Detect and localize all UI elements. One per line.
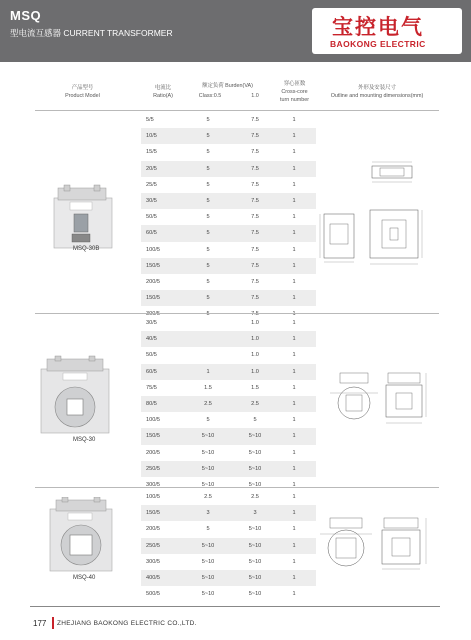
col-model: [40, 84, 125, 110]
company-name: ZHEJIANG BAOKONG ELECTRIC CO.,LTD.: [57, 620, 197, 627]
col-dims-en: Outline and mounting dimensions(mm): [330, 93, 424, 99]
msq-30-image: [37, 355, 113, 435]
turns-cell: 1: [292, 320, 296, 326]
ratio-cell: 250/5: [146, 465, 160, 472]
burden-10-cell: 7.5: [251, 279, 259, 285]
col-turns-cn: 穿心匝数: [283, 81, 306, 87]
burden-10-cell: 7.5: [251, 311, 259, 318]
company-logo: [312, 8, 462, 54]
burden-05-cell: 5: [206, 149, 210, 156]
burden-10-cell: 1.0: [251, 352, 259, 359]
turns-cell: 1: [292, 465, 296, 472]
burden-10-cell: 2.5: [251, 401, 259, 407]
burden-10-cell: 2.5: [251, 494, 259, 500]
footer-separator: [52, 617, 54, 629]
burden-05-cell: 5: [206, 417, 210, 424]
burden-05-cell: 5~10: [201, 542, 215, 549]
burden-05-cell: 5: [206, 311, 210, 318]
burden-05-cell: 5~10: [201, 575, 215, 581]
burden-10-cell: 5~10: [248, 558, 262, 565]
burden-10-cell: 1.0: [251, 320, 259, 326]
ratio-cell: 200/5: [146, 279, 160, 285]
ratio-cell: 15/5: [146, 149, 157, 156]
turns-cell: 1: [292, 494, 296, 500]
ratio-cell: 150/5: [146, 510, 160, 517]
burden-10-cell: 5~10: [248, 526, 262, 533]
ratio-cell: 10/5: [146, 133, 157, 140]
turns-cell: 1: [292, 433, 296, 440]
ratio-cell: 200/5: [146, 526, 160, 533]
col-ratio-en: Ratio(A): [153, 93, 173, 99]
burden-05-cell: 5~10: [201, 433, 215, 440]
col-ratio-cn: 电流比: [154, 85, 172, 91]
turns-cell: 1: [292, 384, 296, 391]
dimension-drawing-30: [326, 369, 436, 429]
burden-05-cell: 2.5: [204, 494, 212, 500]
burden-10-cell: 7.5: [251, 149, 259, 156]
burden-10-cell: 7.5: [251, 295, 259, 302]
logo-english: BAOKONG ELECTRIC: [330, 39, 426, 49]
group-divider: [35, 487, 439, 488]
header-divider: [35, 110, 439, 111]
burden-05-cell: 5: [206, 165, 210, 172]
logo-chinese: 宝控电气: [332, 15, 424, 39]
ratio-cell: 500/5: [146, 591, 160, 598]
ratio-cell: 60/5: [146, 368, 157, 375]
col-dims: [318, 84, 436, 110]
col-model-cn: 产品型号: [71, 85, 94, 91]
burden-10-cell: 7.5: [251, 181, 259, 188]
turns-cell: 1: [292, 352, 296, 359]
ratio-cell: 50/5: [146, 214, 157, 221]
col-turns: [272, 80, 317, 106]
turns-cell: 1: [292, 482, 296, 488]
turns-cell: 1: [292, 214, 296, 221]
burden-10-cell: 1.5: [251, 384, 259, 391]
model-label-msq-40: MSQ-40: [73, 575, 96, 581]
ratio-cell: 5/5: [146, 117, 154, 123]
turns-cell: 1: [292, 279, 296, 285]
turns-cell: 1: [292, 401, 296, 407]
page-title: MSQ: [10, 8, 42, 23]
ratio-cell: 150/5: [146, 295, 160, 302]
burden-10-cell: 7.5: [251, 214, 259, 221]
burden-10-cell: 5~10: [248, 591, 262, 598]
ratio-cell: 100/5: [146, 246, 160, 253]
ratio-cell: 80/5: [146, 401, 157, 407]
footer-rule: [30, 606, 440, 607]
col-turns-en2: turn number: [279, 97, 310, 103]
burden-05-cell: 5: [206, 526, 210, 533]
burden-10-cell: 7.5: [251, 198, 259, 204]
turns-cell: 1: [292, 449, 296, 456]
burden-10-cell: 1.0: [251, 336, 259, 343]
turns-cell: 1: [292, 368, 296, 375]
burden-05-cell: 2.5: [204, 401, 212, 407]
page-number: 177: [33, 619, 47, 628]
burden-05-cell: 1.5: [204, 384, 212, 391]
burden-05-cell: 5~10: [201, 558, 215, 565]
burden-05-cell: 5: [206, 133, 210, 140]
burden-10-cell: 7.5: [251, 262, 259, 269]
turns-cell: 1: [292, 262, 296, 269]
turns-cell: 1: [292, 165, 296, 172]
group-divider: [35, 313, 439, 314]
col-class-10: 1.0: [251, 93, 259, 99]
ratio-cell: 200/5: [146, 449, 160, 456]
model-label-msq-30: MSQ-30: [73, 437, 96, 443]
burden-05-cell: 5: [206, 262, 210, 269]
ratio-cell: 75/5: [146, 384, 157, 391]
burden-05-cell: 5: [206, 246, 210, 253]
burden-10-cell: 7.5: [251, 246, 259, 253]
burden-05-cell: 5: [206, 117, 210, 123]
burden-10-cell: 5~10: [248, 575, 262, 581]
burden-10-cell: 5~10: [248, 465, 262, 472]
burden-10-cell: 7.5: [251, 117, 259, 123]
burden-10-cell: 7.5: [251, 133, 259, 140]
burden-10-cell: 3: [253, 510, 257, 517]
model-label-msq-30b: MSQ-30B: [73, 246, 100, 252]
turns-cell: 1: [292, 246, 296, 253]
burden-05-cell: 5~10: [201, 465, 215, 472]
ratio-cell: 150/5: [146, 262, 160, 269]
burden-10-cell: 5~10: [248, 449, 262, 456]
dimension-drawing-30b: [318, 206, 430, 268]
turns-cell: 1: [292, 591, 296, 598]
turns-cell: 1: [292, 575, 296, 581]
burden-05-cell: 5~10: [201, 449, 215, 456]
ratio-cell: 400/5: [146, 575, 160, 581]
burden-05-cell: 5: [206, 181, 210, 188]
page-subtitle: 型电流互感器 CURRENT TRANSFORMER: [10, 28, 173, 38]
turns-cell: 1: [292, 181, 296, 188]
turns-cell: 1: [292, 526, 296, 533]
burden-10-cell: 5: [253, 417, 257, 424]
turns-cell: 1: [292, 311, 296, 318]
burden-05-cell: 5: [206, 214, 210, 221]
burden-10-cell: 5~10: [248, 433, 262, 440]
ratio-cell: 300/5: [146, 558, 160, 565]
dimension-drawing-40: [318, 514, 436, 572]
ratio-cell: 300/5: [146, 311, 160, 318]
ratio-cell: 30/5: [146, 198, 157, 204]
ratio-cell: 50/5: [146, 352, 157, 359]
turns-cell: 1: [292, 133, 296, 140]
ratio-cell: 100/5: [146, 417, 160, 424]
ratio-cell: 100/5: [146, 494, 160, 500]
ratio-cell: 30/5: [146, 320, 157, 326]
turns-cell: 1: [292, 417, 296, 424]
header-bar: [0, 0, 471, 62]
ratio-cell: 40/5: [146, 336, 157, 343]
burden-05-cell: 5~10: [201, 591, 215, 598]
turns-cell: 1: [292, 510, 296, 517]
col-class-05: Class:0.5: [198, 93, 222, 99]
col-turns-en1: Cross-core: [281, 89, 308, 95]
ratio-cell: 150/5: [146, 433, 160, 440]
turns-cell: 1: [292, 558, 296, 565]
burden-05-cell: 5: [206, 198, 210, 204]
dimension-drawing-30b-top: [366, 158, 426, 188]
ratio-cell: 250/5: [146, 542, 160, 549]
ratio-cell: 20/5: [146, 165, 157, 172]
burden-05-cell: 3: [206, 510, 210, 517]
turns-cell: 1: [292, 198, 296, 204]
col-dims-cn: 外形及安装尺寸: [358, 85, 396, 91]
burden-05-cell: 5: [206, 230, 210, 237]
col-burden-cn: 额定负荷 Burden(VA): [202, 83, 253, 89]
burden-10-cell: 5~10: [248, 542, 262, 549]
ratio-cell: 60/5: [146, 230, 157, 237]
col-model-en: Product Model: [65, 93, 100, 99]
burden-10-cell: 7.5: [251, 165, 259, 172]
turns-cell: 1: [292, 542, 296, 549]
col-ratio: [143, 84, 183, 110]
msq-40-image: [46, 497, 116, 573]
ratio-cell: 25/5: [146, 181, 157, 188]
turns-cell: 1: [292, 230, 296, 237]
msq-30b-image: [48, 184, 116, 252]
burden-10-cell: 5~10: [248, 482, 262, 488]
burden-05-cell: 1: [206, 368, 210, 375]
burden-05-cell: 5: [206, 295, 210, 302]
turns-cell: 1: [292, 295, 296, 302]
burden-05-cell: 5: [206, 279, 210, 285]
burden-05-cell: 5~10: [201, 482, 215, 488]
turns-cell: 1: [292, 117, 296, 123]
turns-cell: 1: [292, 336, 296, 343]
burden-10-cell: 1.0: [251, 368, 259, 375]
burden-10-cell: 7.5: [251, 230, 259, 237]
ratio-cell: 300/5: [146, 482, 160, 488]
turns-cell: 1: [292, 149, 296, 156]
